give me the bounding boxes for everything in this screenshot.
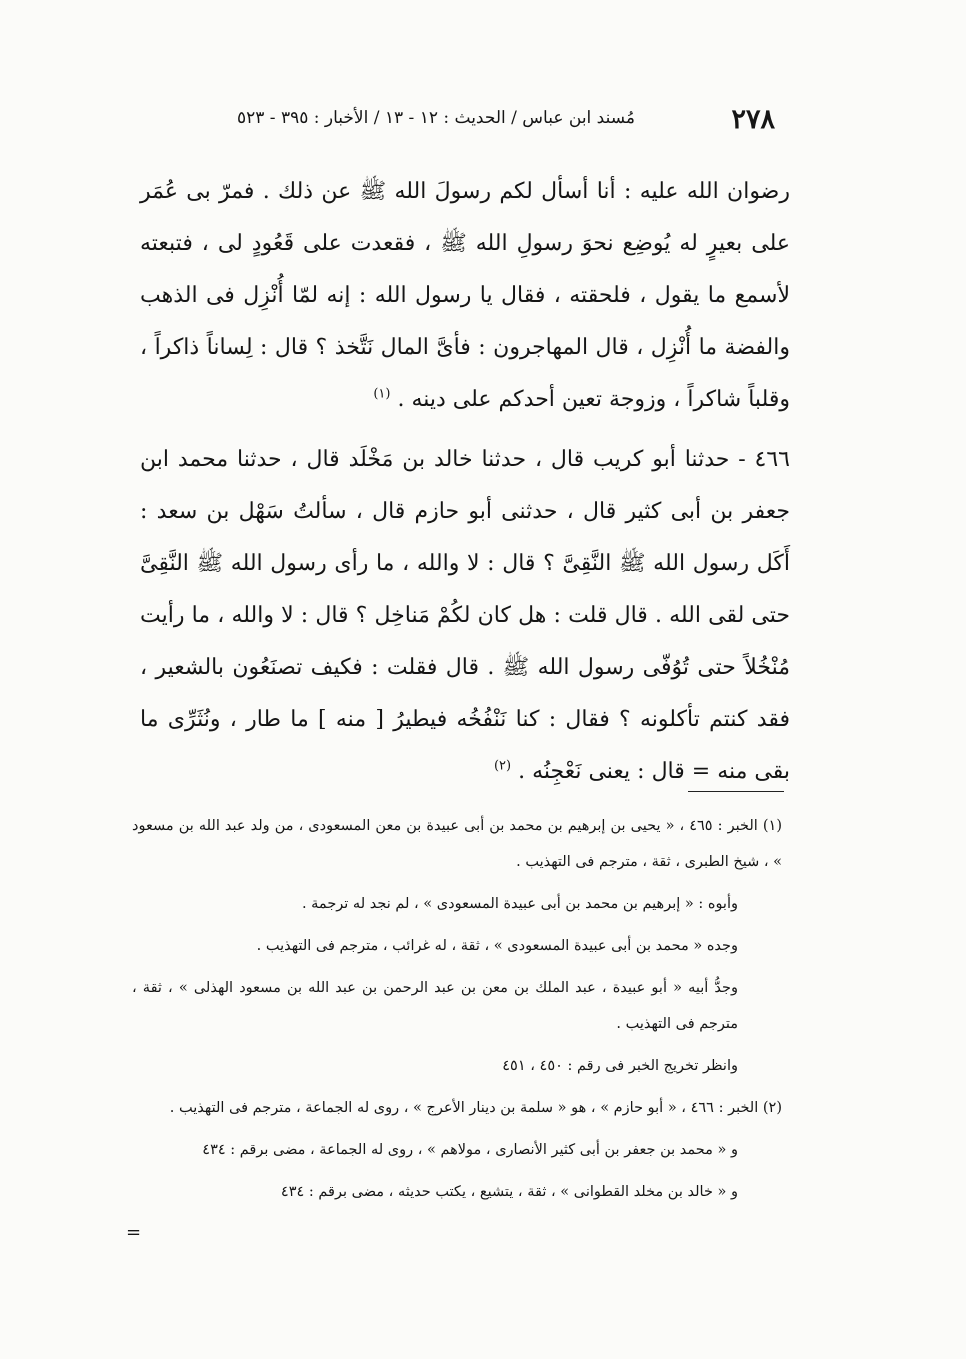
running-title: مُسند ابن عباس / الحديث : ١٢ - ١٣ / الأخبار : ٣٩٥ - ٥٢٣ [236, 108, 635, 128]
footnote-1-grandfather: وجده « محمد بن أبى عبيدة المسعودى » ، ثقة ، له غرائب ، مترجم فى التهذيب . [256, 938, 738, 954]
main-text [140, 166, 790, 798]
footnote-2-narrator-2: و « خالد بن مخلد القطوانى » ، ثقة ، يتشيع ، يكتب حديثه ، مضى برقم : ٤٣٤ [280, 1184, 738, 1200]
page-header [190, 104, 775, 148]
hadith-466 [140, 434, 790, 798]
continuation-mark: = [126, 1222, 142, 1243]
paragraph-text: ٤٦٦ - حدثنا أبو كريب قال ، حدثنا خالد بن مَخْلَد قال ، حدثنا محمد ابن جعفر بن أبى كثير قال ، حدثنى أبو حازم قال ، سألتُ سَهْل بن سعد : أَكَل رسول الله ﷺ النَّقِىَّ ؟ قال : لا والله ، ما رأى رسول الله ﷺ النَّقِىَّ حتى لقى الله . قال قلت : هل كان لكُمْ مَناخِل ؟ قال : لا والله ، ما رأيت مُنْخُلاً حتى تُوُفّى رسول الله ﷺ . قال فقلت : فكيف تصنَعُون بالشعير ، فقد كنتم تأكلونه ؟ فقال : كنا نَنْفُخُه فيطيرُ [ منه ] ما طار ، ونُثَرِّى ما بقى منه = قال : يعنى نَعْجِنُه . [140, 447, 790, 784]
footnote-marker-2: (٢) [493, 758, 512, 774]
footnote-1: (١) الخبر : ٤٦٥ ، « يحيى بن إبرهيم بن محمد بن أبى عبيدة بن معن المسعودى ، من ولد عبد الله بن مسعود » ، شيخ الطبرى ، ثقة ، مترجم فى التهذيب . [132, 818, 782, 870]
footnote-2: (٢) الخبر : ٤٦٦ ، « أبو حازم » ، هو « سلمة بن دينار الأعرج » ، روى له الجماعة ، مترجم فى التهذيب . [169, 1100, 782, 1116]
page-number: ٢٧٨ [731, 104, 775, 135]
paragraph-text: رضوان الله عليه : أنا أسأل لكم رسولَ الله ﷺ عن ذلك . فمرّ بى عُمَر على بعيرٍ له يُوضِع نحوَ رسولِ الله ﷺ ، فقعدت على قَعُودٍ لى ، فتبعته لأسمع ما يقول ، فلحقته ، فقال يا رسول الله : إنه لمّا أُنْزِل فى الذهب والفضة ما أُنْزِل ، قال المهاجرون : فأىَّ المال نَتَّخذ ؟ قال : لِساناً ذاكراً ، وقلباً شاكراً ، وزوجة تعين أحدكم على دينه . [140, 179, 790, 412]
paragraph-continuation [140, 166, 790, 426]
footnote-1-great-grandfather: وجدُّ أبيه « أبو عبيدة ، عبد الملك بن معن بن عبد الرحمن بن عبد الله بن مسعود الهذلى » ، ثقة ، مترجم فى التهذيب . [132, 980, 738, 1032]
footnotes [132, 808, 782, 1216]
footnote-1-crossref: وانظر تخريج الخبر فى رقم : ٤٥٠ ، ٤٥١ [502, 1058, 738, 1074]
footnote-separator [688, 791, 784, 792]
footnote-2-narrator-1: و « محمد بن جعفر بن أبى كثير الأنصارى ، مولاهم » ، روى له الجماعة ، مضى برقم : ٤٣٤ [202, 1142, 738, 1158]
footnote-marker-1: (١) [373, 386, 391, 402]
footnote-1-father: وأبوه : « إبرهيم بن محمد بن أبى عبيدة المسعودى » ، لم نجد له ترجمة . [301, 896, 738, 912]
